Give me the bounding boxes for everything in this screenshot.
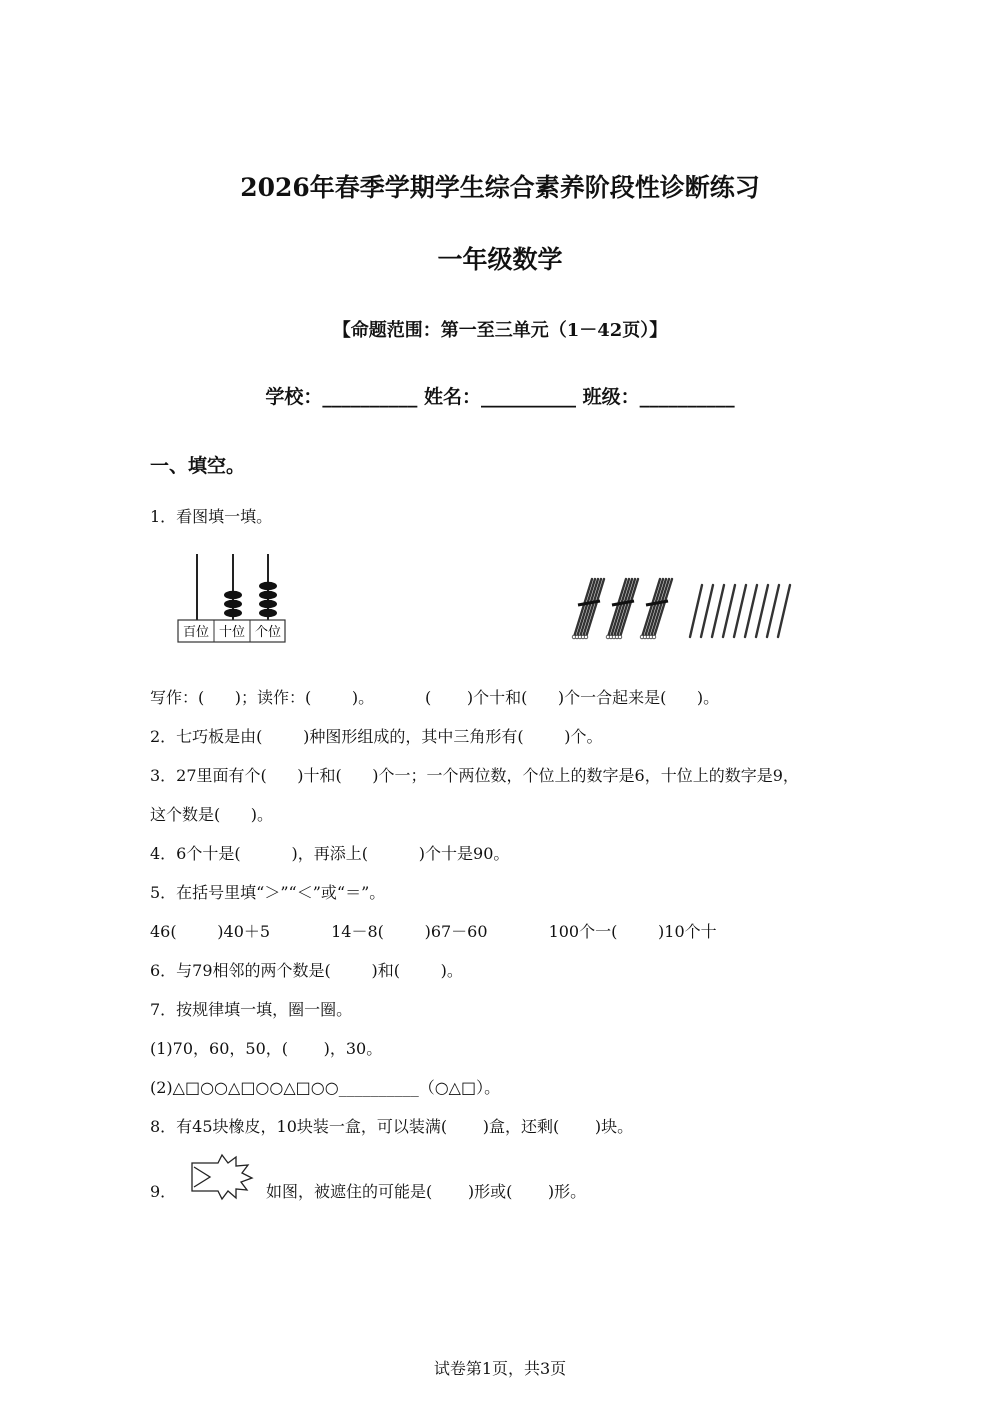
q5-items: 46( )40＋5 14－8( )67－60 100个一( )10个十 [150, 922, 717, 941]
abacus-label-hundreds: 百位 [182, 625, 210, 640]
q7-part1: (1)70，60，50，( )，30。 [150, 1039, 383, 1058]
stick-bundle [572, 579, 604, 639]
single-stick [767, 585, 779, 637]
q1-answer-line: 写作：( )；读作：( )。 ( )个十和( )个一合起来是( )。 [150, 688, 720, 707]
single-stick [745, 585, 757, 637]
counting-sticks-figure [570, 575, 790, 645]
q3-text-line2: 这个数是( )。 [150, 805, 274, 824]
single-stick [690, 585, 702, 637]
exam-title: 2026年春季学期学生综合素养阶段性诊断练习 [240, 173, 760, 202]
single-stick [701, 585, 713, 637]
single-stick [778, 585, 790, 637]
stick-bundle [640, 579, 672, 639]
q9-number: 9． [150, 1182, 177, 1201]
exam-subtitle: 一年级数学 [437, 245, 563, 274]
q1-stem: 1．看图填一填。 [150, 507, 273, 526]
q7-stem: 7．按规律填一填，圈一圈。 [150, 1000, 353, 1019]
hidden-shape-figure [190, 1153, 254, 1201]
single-stick [712, 585, 724, 637]
q2-text: 2．七巧板是由( )种图形组成的，其中三角形有( )个。 [150, 727, 603, 746]
q3-text-line1: 3．27里面有个( )十和( )个一；一个两位数，个位上的数字是6，十位上的数字是9， [150, 766, 799, 785]
section-heading: 一、填空。 [150, 455, 246, 477]
q6-text: 6．与79相邻的两个数是( )和( )。 [150, 961, 463, 980]
q9-text: 如图，被遮住的可能是( )形或( )形。 [266, 1182, 587, 1201]
q7-part2: (2)△□○○△□○○△□○○__________（○△□）。 [150, 1078, 501, 1097]
student-info-line: 学校：__________ 姓名：__________ 班级：__________ [265, 386, 735, 408]
q5-stem: 5．在括号里填“＞”“＜”或“＝”。 [150, 883, 386, 902]
exam-scope: 【命题范围：第一至三单元（1－42页）】 [332, 320, 668, 341]
single-stick [723, 585, 735, 637]
q4-text: 4．6个十是( )，再添上( )个十是90。 [150, 844, 510, 863]
single-stick [756, 585, 768, 637]
single-stick [734, 585, 746, 637]
abacus-figure [176, 550, 288, 646]
abacus-label-ones: 个位 [254, 625, 282, 640]
stick-bundle [606, 579, 638, 639]
abacus-label-tens: 十位 [218, 625, 246, 640]
q8-text: 8．有45块橡皮，10块装一盒，可以装满( )盒，还剩( )块。 [150, 1117, 634, 1136]
page-footer: 试卷第1页，共3页 [433, 1359, 567, 1378]
